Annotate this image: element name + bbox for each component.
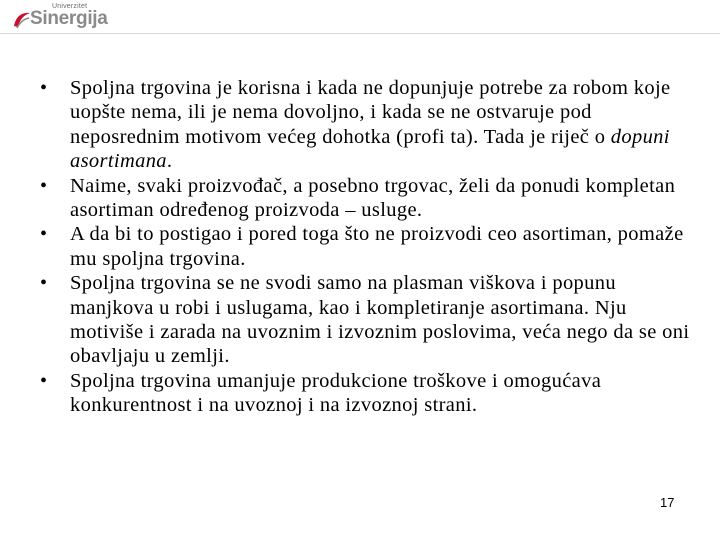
bullet-text: Spoljna trgovina je korisna i kada ne dopunjuje potrebe za robom koje uopšte nema, ili je nema dovoljno, i kada se ne ostvaruje pod neposrednim motivom većeg dohotka (profi ta). Tada je riječ o [70, 77, 671, 148]
header-divider [0, 33, 720, 34]
bullet-suffix: . [166, 150, 173, 173]
university-logo [6, 2, 108, 32]
bullet-item [40, 174, 690, 223]
bullet-text: A da bi to postigao i pored toga što ne proizvodi ceo asortiman, pomaže mu spoljna trgovina. [70, 223, 684, 270]
bullet-text: Spoljna trgovina se ne svodi samo na plasman viškova i popunu manjkova u robi i uslugama, kao i kompletiranje asortimana. Nju motiviše i zarada na uvoznim i izvoznim poslovima, veća nego da se oni obavljaju u zemlji. [70, 272, 690, 368]
bullet-icon: • [40, 174, 48, 197]
bullet-item [40, 222, 690, 271]
bullet-icon: • [40, 223, 48, 246]
bullet-item [40, 76, 690, 174]
bullet-icon: • [40, 77, 48, 99]
logo-text: Sinergija [30, 8, 108, 29]
bullet-list [40, 76, 690, 418]
bullet-emphasis: dopuni asortimana [70, 125, 670, 173]
logo-small-text: Univerzitet [52, 3, 88, 10]
sinergija-logo-icon [12, 10, 32, 30]
bullet-item [40, 369, 690, 418]
bullet-text: Naime, svaki proizvođač, a posebno trgovac, želi da ponudi kompletan asortiman određenog proizvoda – usluge. [70, 174, 676, 222]
bullet-text: Spoljna trgovina umanjuje produkcione troškove i omogućava konkurentnost i na uvoznoj i na izvoznoj strani. [70, 369, 602, 417]
bullet-icon: • [40, 272, 48, 295]
bullet-item [40, 271, 690, 369]
page-number: 17 [660, 495, 675, 510]
bullet-icon: • [40, 369, 48, 392]
